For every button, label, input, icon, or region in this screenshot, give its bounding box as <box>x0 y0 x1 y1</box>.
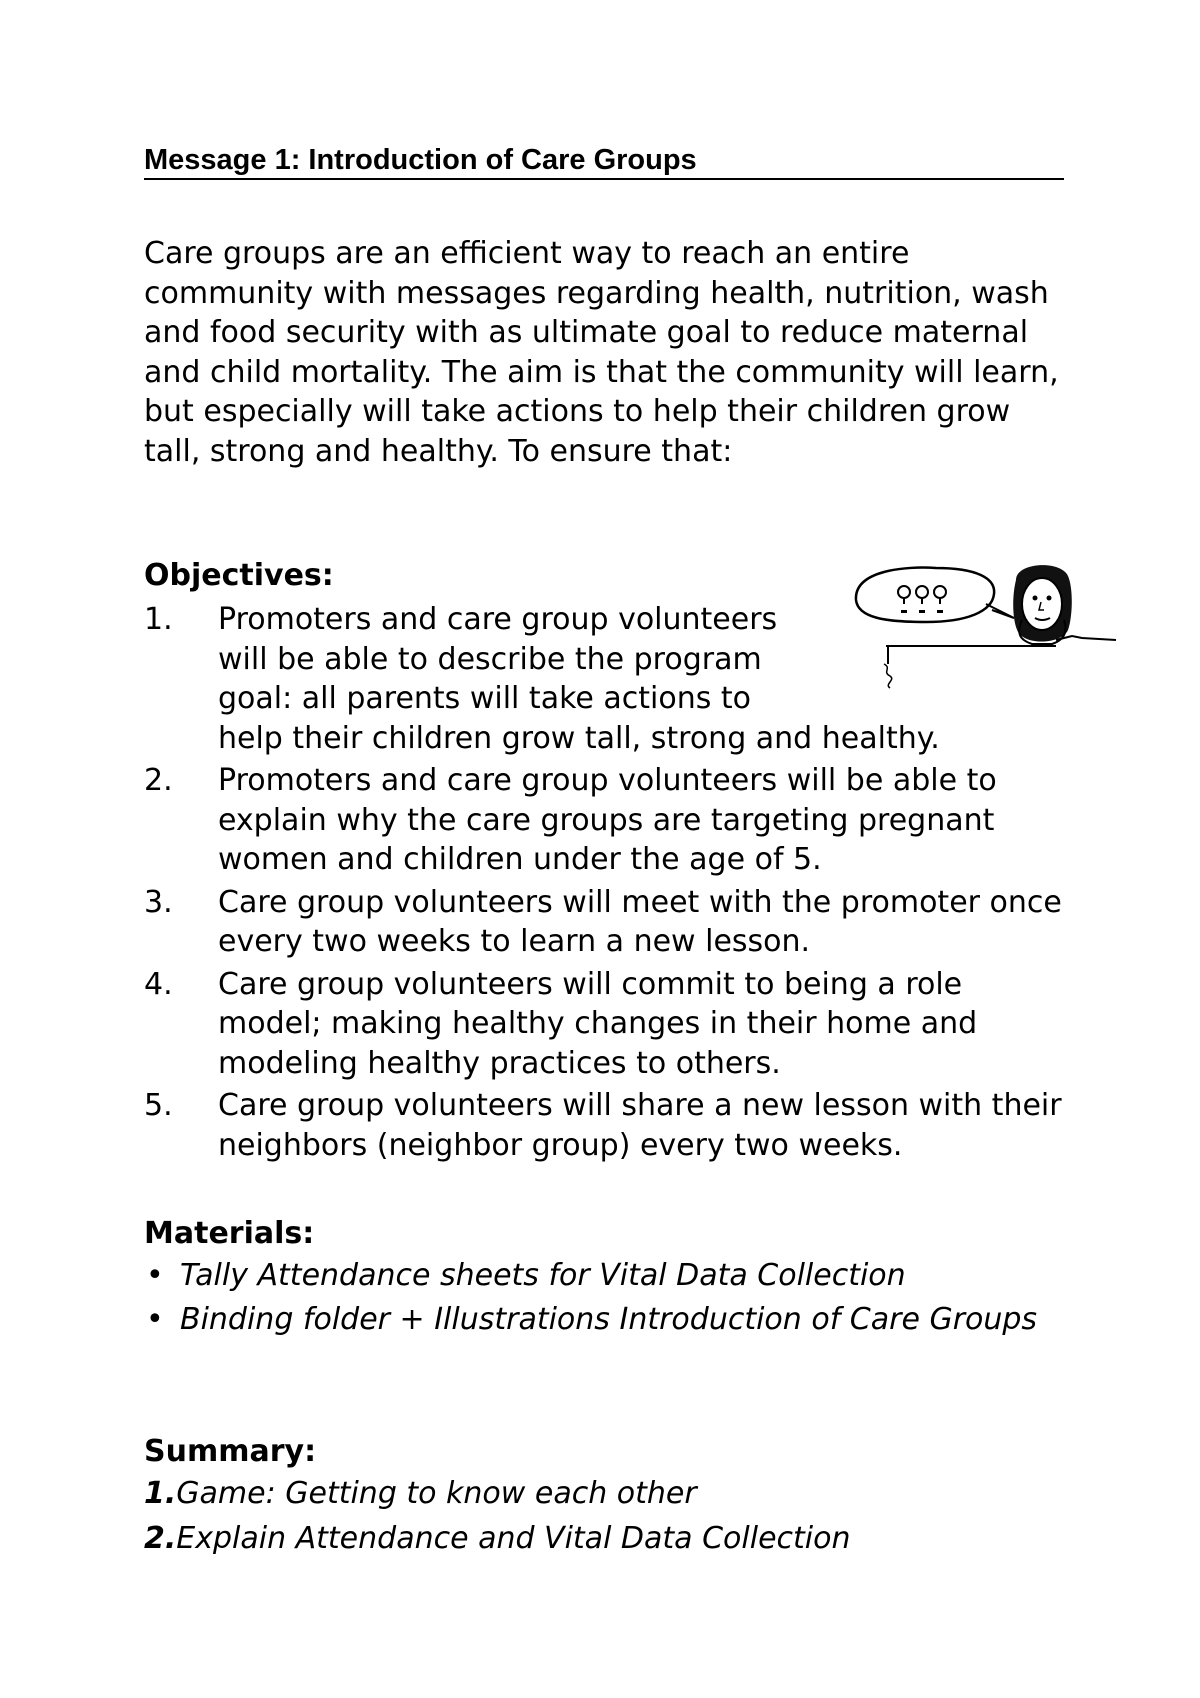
objective-text-continued: help their children grow tall, strong and healthy. <box>218 720 940 756</box>
objective-text: Care group volunteers will commit to being a role model; making healthy changes in their home and modeling healthy practices to others. <box>218 966 978 1081</box>
materials-heading: Materials: <box>144 1216 315 1251</box>
page-title: Message 1: Introduction of Care Groups <box>144 142 1064 180</box>
summary-item <box>144 1474 1074 1514</box>
materials-item-text: Binding folder + Illustrations Introduction of Care Groups <box>180 1301 1038 1337</box>
objective-item <box>144 761 1074 880</box>
objective-item <box>144 1086 1074 1165</box>
materials-list <box>144 1256 1074 1343</box>
bullet-icon: • <box>146 1301 164 1337</box>
objective-text: Promoters and care group volunteers will be able to explain why the care groups are targeting pregnant women and children under the age of 5. <box>218 763 997 877</box>
objective-text: Care group volunteers will meet with the promoter once every two weeks to learn a new lesson. <box>218 884 1062 959</box>
objective-text: Promoters and care group volunteers will be able to describe the program goal: all parents will take actions to <box>218 602 778 716</box>
summary-number: 2. <box>144 1520 177 1556</box>
intro-paragraph: Care groups are an efficient way to reach an entire community with messages regarding health, nutrition, wash and food security with as ultimate goal to reduce maternal and child mortality. The aim is that the community will learn, but especially will take actions to help their children grow tall, strong and healthy. To ensure that: <box>144 236 1059 469</box>
summary-number: 1. <box>144 1476 177 1511</box>
bullet-icon: • <box>146 1258 164 1293</box>
objective-number: 5. <box>144 1088 173 1123</box>
materials-item <box>144 1300 1074 1340</box>
summary-item <box>144 1519 1074 1559</box>
objectives-heading: Objectives: <box>144 558 334 593</box>
objective-number: 1. <box>144 602 173 637</box>
objective-item <box>144 965 1074 1084</box>
summary-heading: Summary: <box>144 1434 317 1469</box>
lightbulb-icon <box>898 586 946 604</box>
objective-item <box>144 883 1074 962</box>
objective-text: Care group volunteers will share a new lesson with their neighbors (neighbor group) every two weeks. <box>218 1088 1062 1163</box>
summary-list <box>144 1474 1074 1563</box>
materials-item-text: Tally Attendance sheets for Vital Data Collection <box>180 1258 906 1293</box>
materials-item <box>144 1256 1074 1296</box>
objective-number: 4. <box>144 966 173 1002</box>
summary-text: Explain Attendance and Vital Data Collection <box>176 1520 851 1556</box>
objective-number: 3. <box>144 884 173 920</box>
person-icon <box>1013 565 1116 644</box>
speech-bubble-icon <box>856 568 994 622</box>
objective-number: 2. <box>144 763 173 798</box>
summary-text: Game: Getting to know each other <box>176 1476 697 1511</box>
thinking-person-illustration <box>846 560 1146 700</box>
